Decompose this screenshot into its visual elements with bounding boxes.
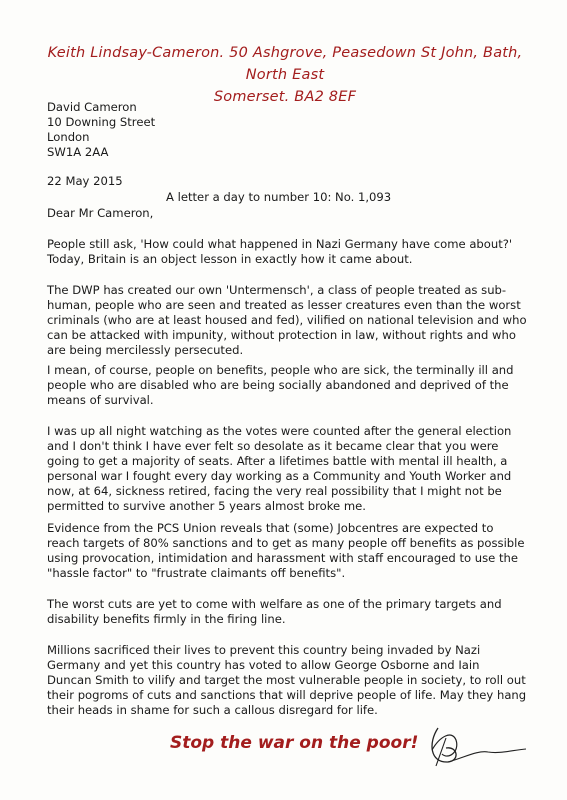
paragraph-text: The worst cuts are yet to come with welfare as one of the primary targets and disability benefits firmly in the firing line. [47, 597, 502, 626]
paragraph [47, 643, 527, 718]
recipient-address [47, 100, 527, 160]
recipient-city: London [47, 130, 90, 144]
letter-date: 22 May 2015 [47, 174, 123, 188]
paragraph [47, 363, 527, 408]
letter-reference: A letter a day to number 10: No. 1,093 [166, 190, 392, 204]
paragraph [47, 521, 527, 581]
paragraph-text: The DWP has created our own 'Untermensch', a class of people treated as sub-human, people who are seen and treated as lesser creatures even than the worst criminals (who are at least housed and fed), vilified on national television and who can be attacked with impunity, without protection in law, without rights and who are being mercilessly persecuted. [47, 283, 527, 357]
salutation: Dear Mr Cameron, [47, 206, 154, 220]
paragraph-text: Evidence from the PCS Union reveals that (some) Jobcentres are expected to reach targets of 80% sanctions and to get as many people off benefits as possible using provocation, intimidation and harassment with staff encouraged to use the "hassle factor" to "frustrate claimants off benefits". [47, 521, 525, 580]
sender-address-header [40, 42, 530, 108]
paragraph-text: I was up all night watching as the votes were counted after the general election and I don't think I have ever felt so desolate as it became clear that you were going to get a majority of seats. After a lifetimes battle with mental ill health, a personal war I fought every day working as a Community and Youth Worker and now, at 64, sickness retired, facing the very real possibility that I might not be permitted to survive another 5 years almost broke me. [47, 424, 512, 513]
paragraph-text: I mean, of course, people on benefits, people who are sick, the terminally ill and people who are disabled who are being socially abandoned and deprived of the means of survival. [47, 363, 514, 407]
paragraph-text: Millions sacrificed their lives to prevent this country being invaded by Nazi Germany and yet this country has voted to allow George Osborne and Iain Duncan Smith to vilify and target the most vulnerable people in society, to roll out their pogroms of cuts and sanctions that will deprive people of life. May they hang their heads in shame for such a callous disregard for life. [47, 643, 527, 717]
recipient-name: David Cameron [47, 100, 137, 114]
paragraph [47, 283, 527, 358]
slogan: Stop the war on the poor! [170, 733, 419, 753]
signature-scribble [418, 718, 528, 778]
paragraph [47, 597, 527, 627]
paragraph [47, 237, 527, 267]
paragraph-text: People still ask, 'How could what happened in Nazi Germany have come about?' Today, Britain is an object lesson in exactly how it came about. [47, 237, 513, 266]
paragraph [47, 424, 527, 514]
recipient-postcode: SW1A 2AA [47, 145, 109, 159]
sender-line-2: Somerset. BA2 8EF [213, 89, 357, 105]
sender-line-1: Keith Lindsay-Cameron. 50 Ashgrove, Peasedown St John, Bath, North East [47, 45, 523, 83]
recipient-street: 10 Downing Street [47, 115, 156, 129]
